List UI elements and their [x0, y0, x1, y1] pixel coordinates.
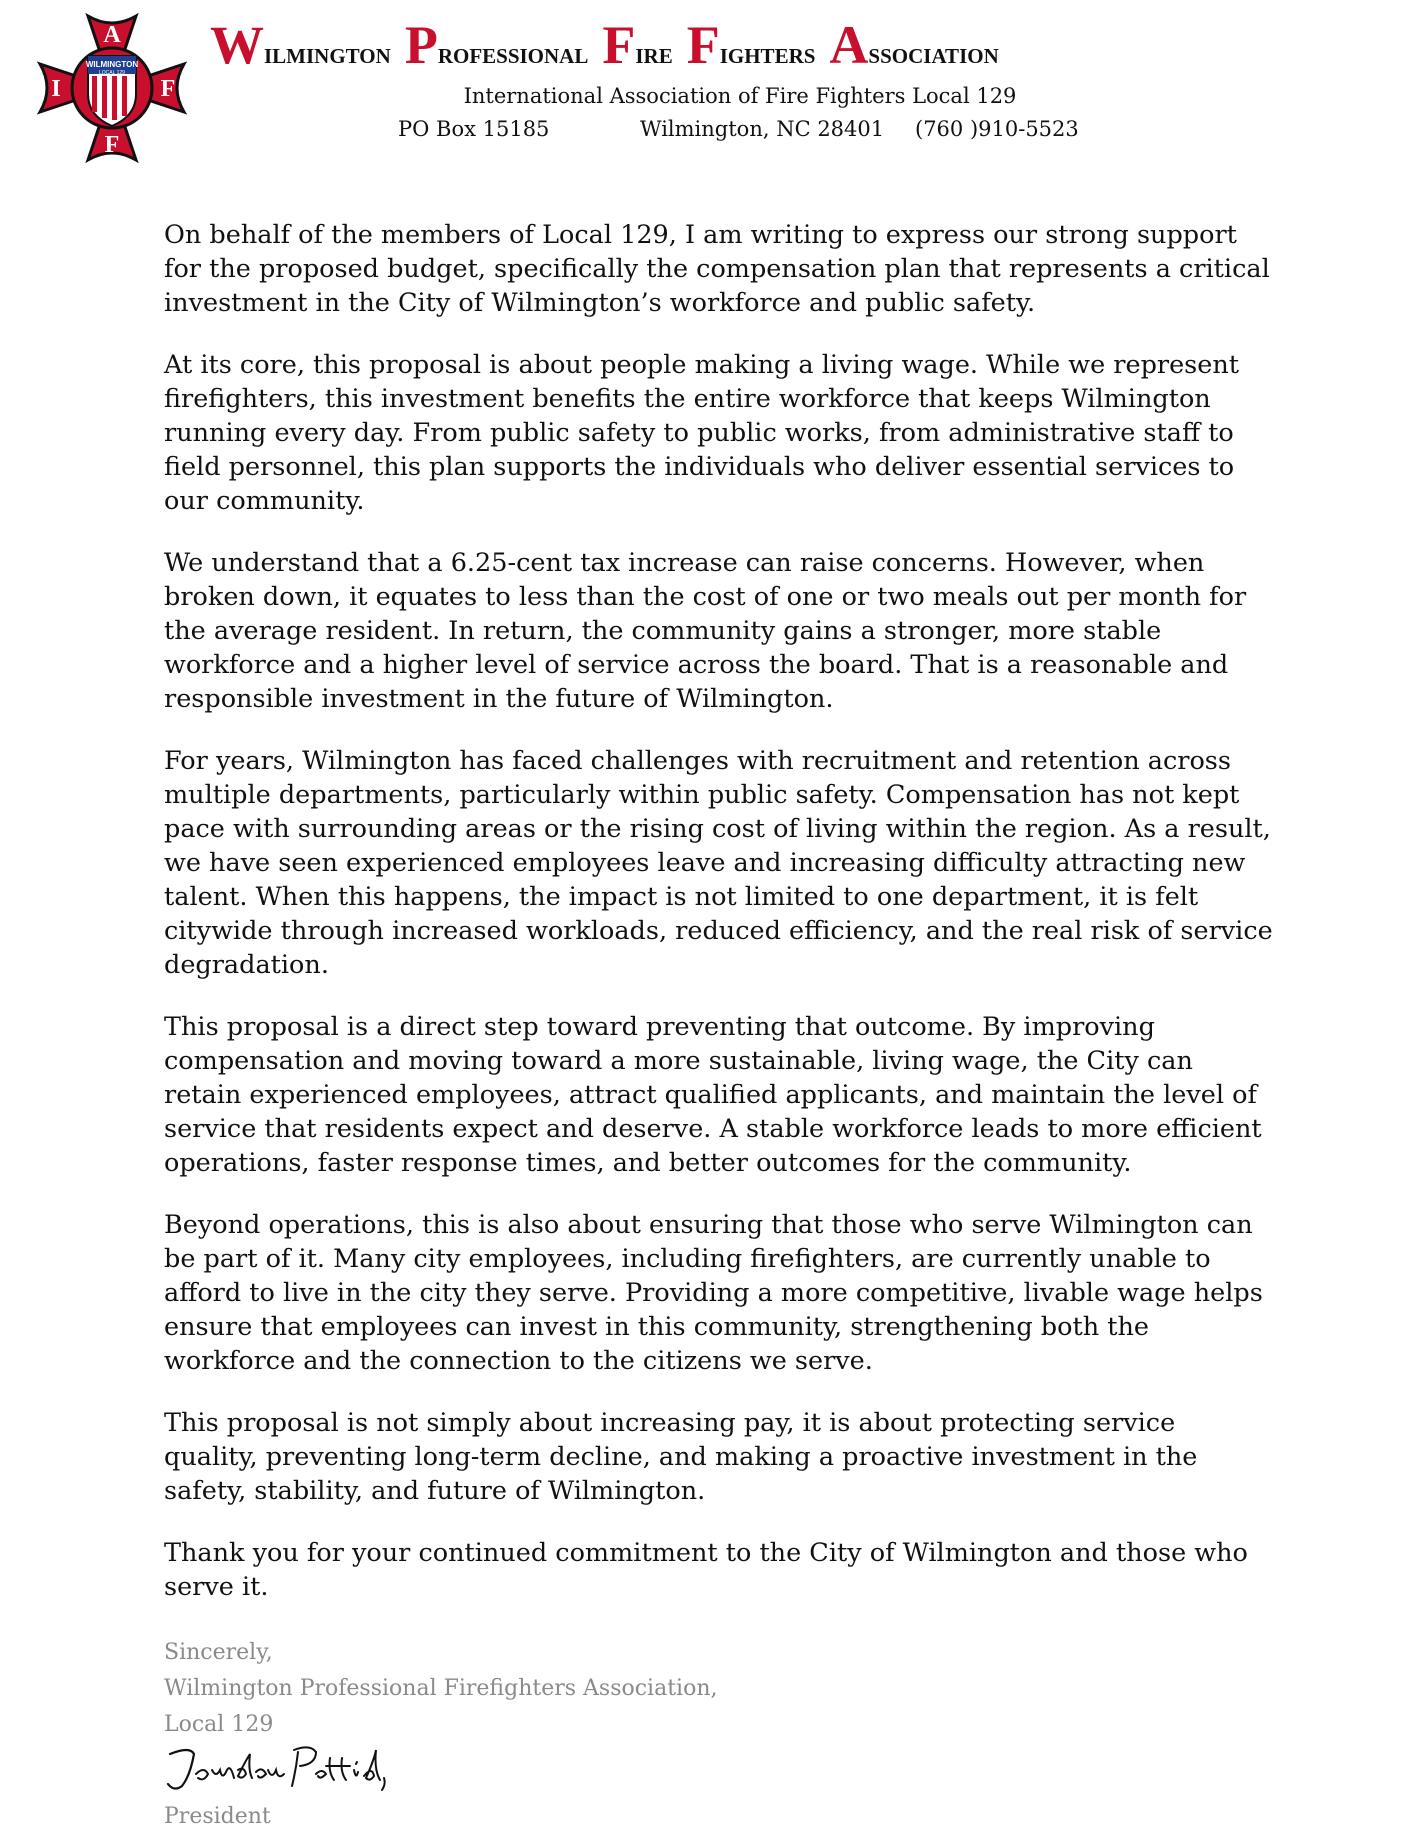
paragraph-6: Beyond operations, this is also about ensuring that those who serve Wilmington can be part of it. Many city employees, including firefighters, are currently unable to afford to live in the city they serve. Providing a more competitive, livable wage helps ensure that employees can invest in this community, strengthening both the workforce and the connection to the citizens we serve.: [164, 1210, 1263, 1376]
po-box: PO Box 15185: [398, 117, 550, 141]
org-name-word: Fighters: [686, 15, 816, 75]
org-name-word: Professional: [404, 15, 589, 75]
phone-number: (760 )910-5523: [915, 117, 1079, 141]
paragraph-5: This proposal is a direct step toward preventing that outcome. By improving compensation and moving toward a more sustainable, living wage, the City can retain experienced employees, attract qualified applicants, and maintain the level of service that residents expect and deserve. A stable workforce leads to more efficient operations, faster response times, and better outcomes for the community.: [164, 1012, 1262, 1178]
closing-block: [164, 1635, 964, 1743]
handwritten-signature: [160, 1740, 400, 1798]
logo-letter-right: F: [160, 76, 176, 102]
paragraph-3: We understand that a 6.25-cent tax increase can raise concerns. However, when broken down, it equates to less than the cost of one or two meals out per month for the average resident. In return, the community gains a stronger, more stable workforce and a higher level of service across the board. That is a reasonable and responsible investment in the future of Wilmington.: [164, 548, 1247, 714]
organization-name: [210, 15, 1360, 75]
signer-title: President: [164, 1804, 271, 1829]
paragraph-8: Thank you for your continued commitment to the City of Wilmington and those who serve it.: [164, 1538, 1248, 1602]
logo-banner-text: WILMINGTON: [85, 60, 139, 69]
org-name-word: Wilmington: [210, 15, 391, 75]
salutation: Sincerely,: [164, 1640, 273, 1665]
org-name-word: Fire: [602, 15, 673, 75]
city-state-zip: Wilmington, NC 28401: [640, 117, 885, 141]
logo-letter-top: A: [103, 22, 121, 48]
org-name-word: Association: [829, 15, 999, 75]
closing-org-line: Wilmington Professional Firefighters Association,: [164, 1676, 718, 1701]
letter-body: [164, 218, 1274, 1632]
logo-letter-bottom: F: [104, 132, 120, 158]
affiliation-line: International Association of Fire Fighters Local 129: [463, 84, 1017, 108]
letterhead: [0, 0, 1427, 180]
paragraph-2: At its core, this proposal is about people making a living wage. While we represent firefighters, this investment benefits the entire workforce that keeps Wilmington running every day. From public safety to public works, from administrative staff to field personnel, this plan supports the individuals who deliver essential services to our community.: [164, 350, 1240, 516]
logo-local-text: LOCAL 129: [99, 70, 125, 76]
paragraph-4: For years, Wilmington has faced challenges with recruitment and retention across multiple departments, particularly within public safety. Compensation has not kept pace with surrounding areas or the rising cost of living within the region. As a result, we have seen experienced employees leave and increasing difficulty attracting new talent. When this happens, the impact is not limited to one department, it is felt citywide through increased workloads, reduced efficiency, and the real risk of service degradation.: [164, 746, 1273, 980]
closing-local-line: Local 129: [164, 1712, 274, 1737]
paragraph-1: On behalf of the members of Local 129, I am writing to express our strong support for the proposed budget, specifically the compensation plan that represents a critical investment in the City of Wilmington’s workforce and public safety.: [164, 220, 1270, 318]
paragraph-7: This proposal is not simply about increasing pay, it is about protecting service quality, preventing long-term decline, and making a proactive investment in the safety, stability, and future of Wilmington.: [164, 1408, 1198, 1506]
logo-letter-left: I: [51, 76, 61, 102]
